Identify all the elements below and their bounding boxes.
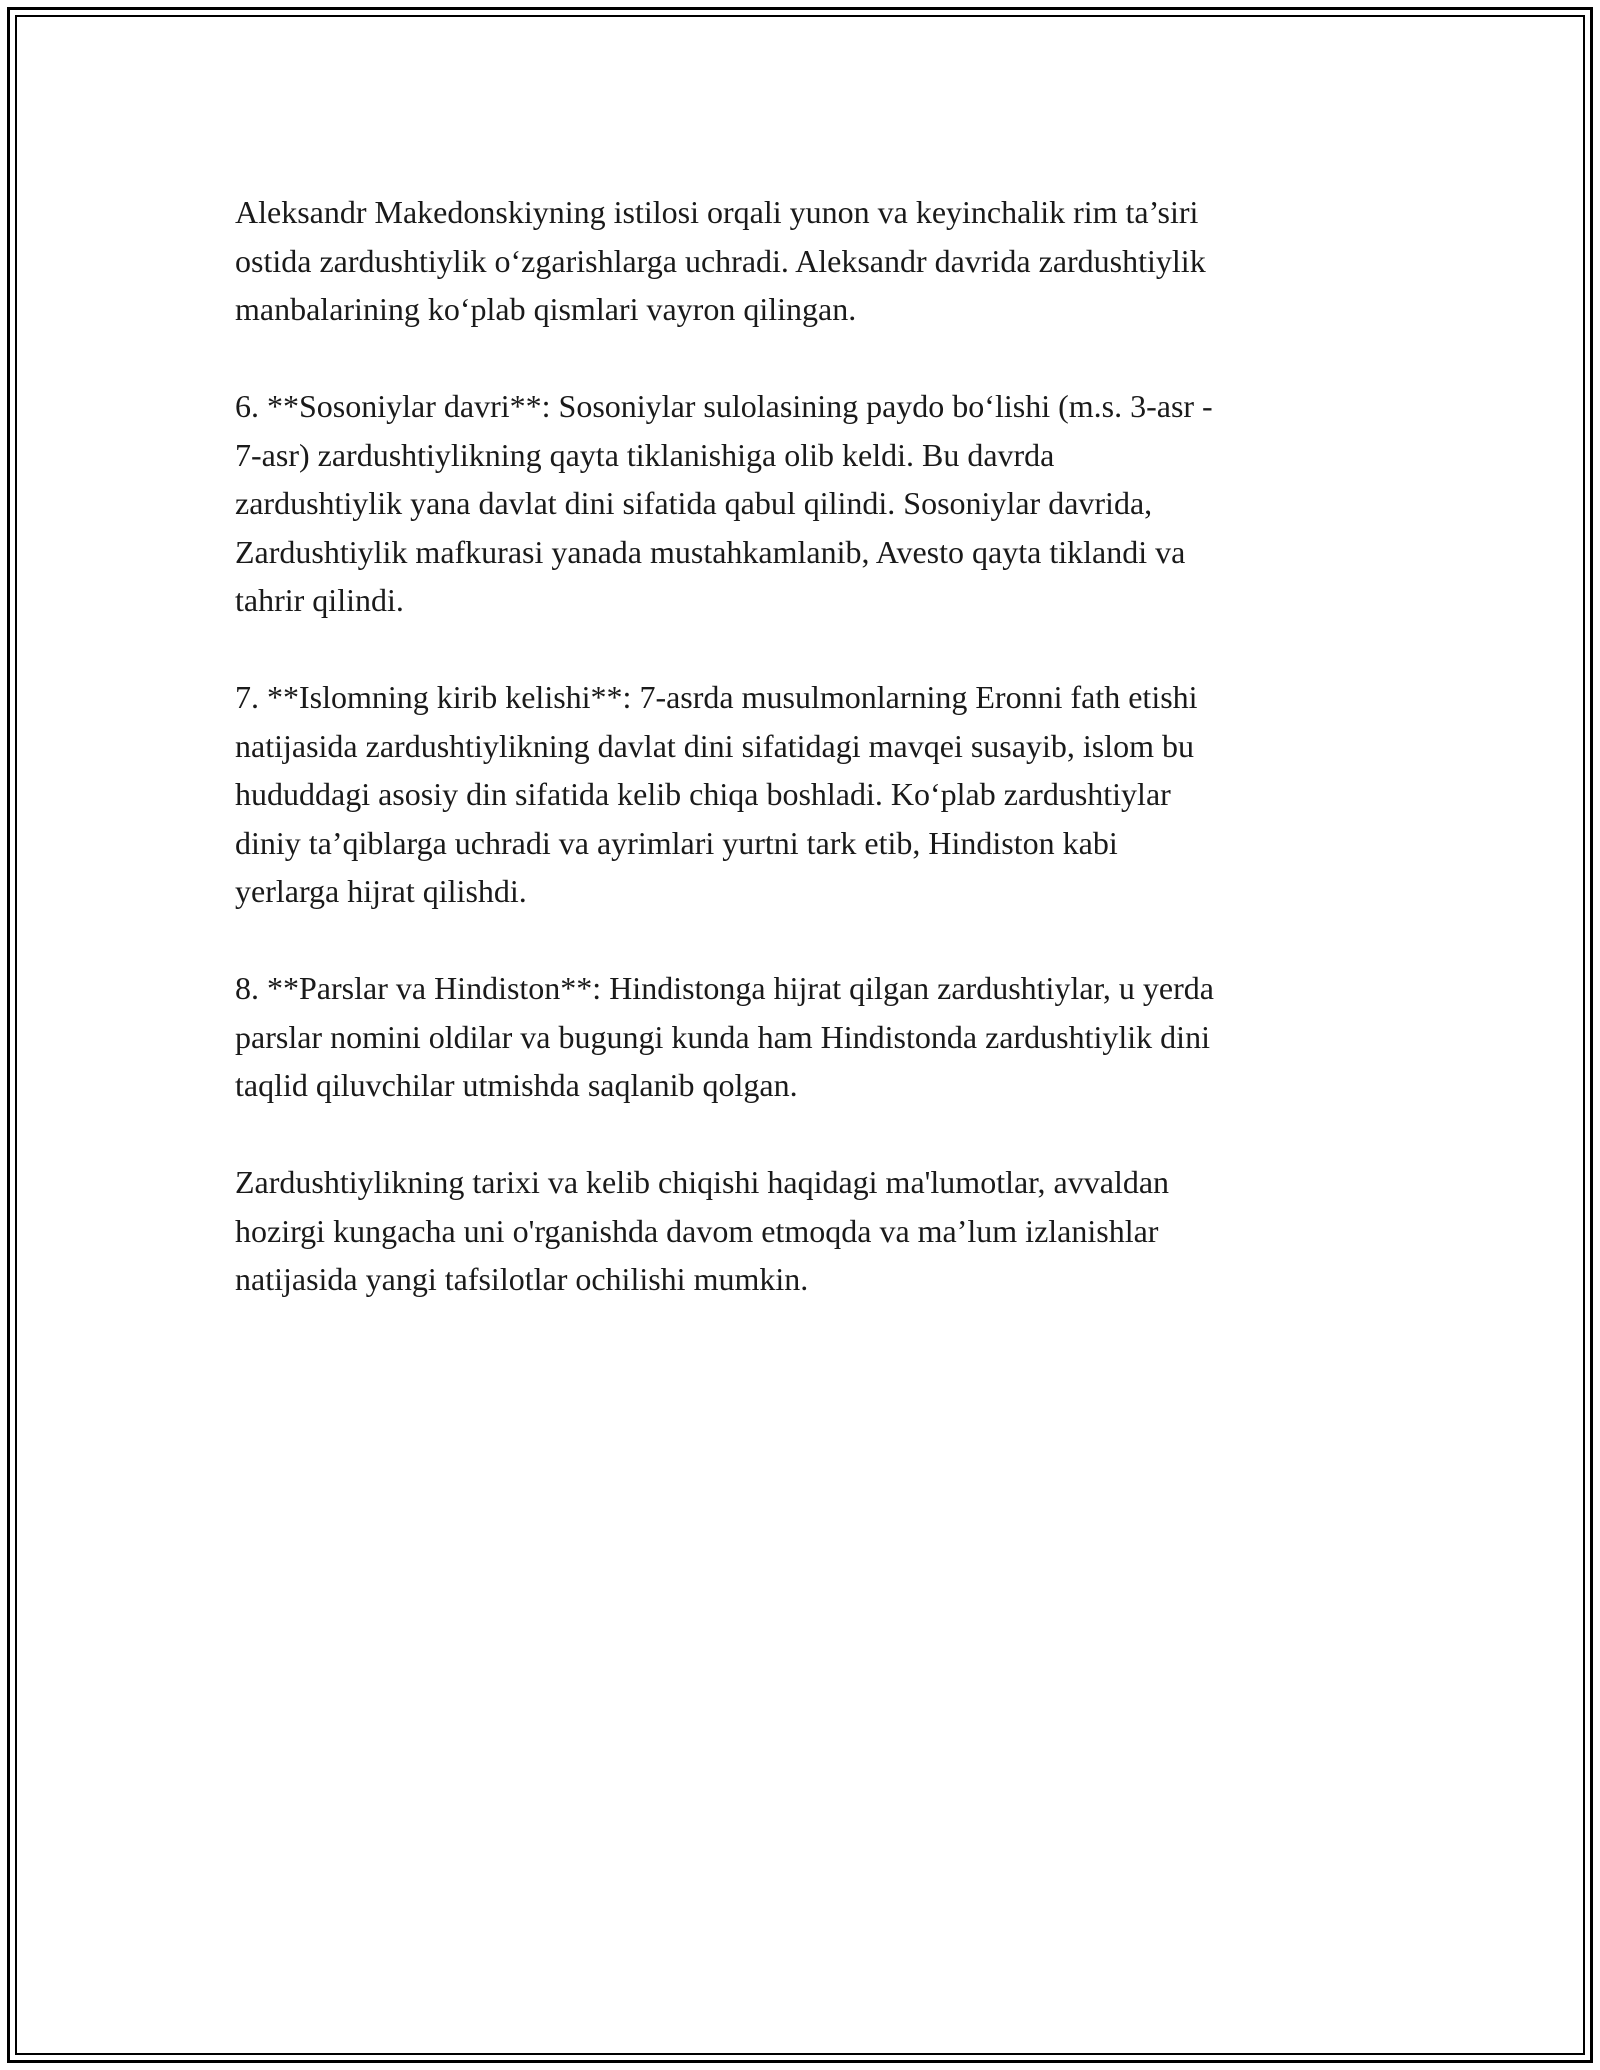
paragraph-aleksandr: Aleksandr Makedonskiyning istilosi orqali yunon va keyinchalik rim ta’siri ostida zardushtiylik o‘zgarishlarga uchradi. Aleksandr davrida zardushtiylik manbalarining ko‘plab qismlari vayron qilingan.	[235, 194, 1206, 327]
paragraph-parslar-va-hindiston: 8. **Parslar va Hindiston**: Hindistonga hijrat qilgan zardushtiylar, u yerda parslar nomini oldilar va bugungi kunda ham Hindistonda zardushtiylik dini taqlid qiluvchilar utmishda saqlanib qolgan.	[235, 970, 1214, 1103]
paragraph-sosoniylar-davri: 6. **Sosoniylar davri**: Sosoniylar sulolasining paydo bo‘lishi (m.s. 3-asr - 7-asr) zardushtiylikning qayta tiklanishiga olib keldi. Bu davrda zardushtiylik yana davlat dini sifatida qabul qilindi. Sosoniylar davrida, Zardushtiylik mafkurasi yanada mustahkamlanib, Avesto qayta tiklandi va tahrir qilindi.	[235, 388, 1213, 618]
document-body	[235, 188, 1375, 1304]
paragraph-islomning-kirib-kelishi: 7. **Islomning kirib kelishi**: 7-asrda musulmonlarning Eronni fath etishi natijasida zardushtiylikning davlat dini sifatidagi mavqei susayib, islom bu hududdagi asosiy din sifatida kelib chiqa boshladi. Ko‘plab zardushtiylar diniy ta’qiblarga uchradi va ayrimlari yurtni tark etib, Hindiston kabi yerlarga hijrat qilishdi.	[235, 679, 1198, 909]
paragraph-conclusion: Zardushtiylikning tarixi va kelib chiqishi haqidagi ma'lumotlar, avvaldan hozirgi kungacha uni o'rganishda davom etmoqda va ma’lum izlanishlar natijasida yangi tafsilotlar ochilishi mumkin.	[235, 1164, 1170, 1297]
